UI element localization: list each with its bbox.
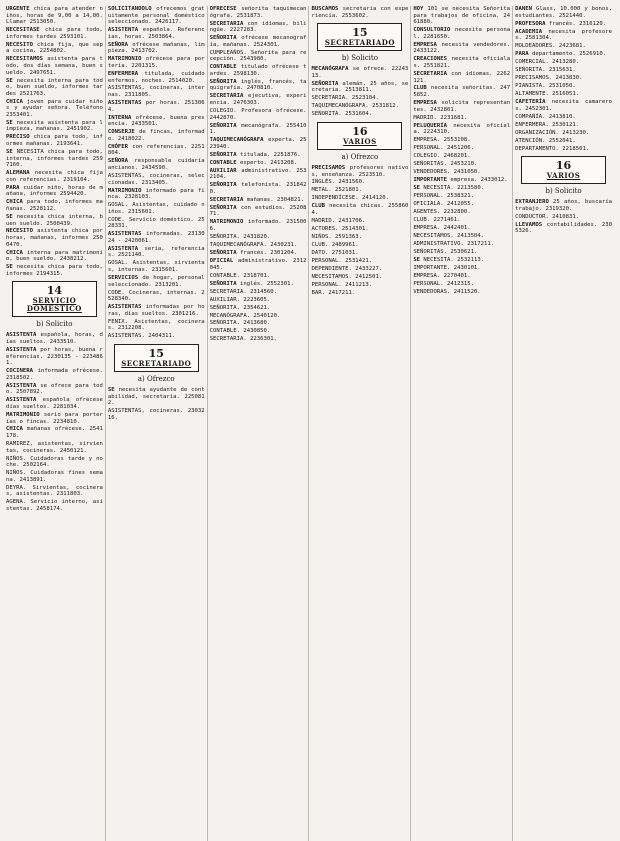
classified-ad: ASISTENTAS por horas. 2513064.	[107, 100, 205, 113]
classified-ad: ASISTENTAS informadas. 2313024 - 2420061.	[107, 231, 205, 244]
classified-ad: TAQUIMECANÓGRAFA experta. 2523940.	[209, 137, 307, 150]
ad-keyword: ASISTENTAS	[107, 231, 142, 238]
classified-ad: LLEVAMOS contabilidades. 2305326.	[515, 221, 612, 235]
classified-column	[515, 6, 614, 841]
classified-column	[413, 6, 513, 841]
classified-ad: ASISTENTA española, horas, días sueltos. 2433510.	[6, 332, 103, 346]
classified-ad: SEÑORA responsable cuidaría ancianos. 2434590.	[107, 158, 205, 171]
classified-ad: SE necesita ayudante de contabilidad, secretaria. 2250812.	[107, 386, 205, 407]
classified-ad: VENDEDORES. 2431050.	[413, 169, 481, 176]
classified-ad: NIÑOS. Cuidadoras tarde y noche. 2502164.	[6, 455, 103, 469]
classified-ad: SEÑORITA. 2431820.	[209, 234, 271, 241]
ad-keyword: ASISTENTA	[107, 245, 139, 252]
classified-ad: CHICA mañanas ofrécese. 2541178.	[6, 426, 103, 440]
ad-keyword: ASISTENTA	[6, 347, 37, 353]
section-header-box	[12, 281, 97, 317]
classified-ad: PARA cuidar niño, horas de mañana, informes 2594420.	[6, 184, 103, 198]
ad-keyword: INTERNA	[107, 114, 132, 121]
classified-ad: PERSONAL. 2411213.	[311, 281, 373, 288]
classified-ad: CREACIONES necesita oficialas. 2551821.	[413, 56, 511, 69]
section-header-box	[521, 156, 606, 184]
classified-ad: CHICA para todo, informes mañanas. 2528112.	[6, 199, 103, 212]
classified-ad: SECRETARIA con idiomas. 2262121.	[413, 70, 511, 84]
classified-ad: PIANISTA. 2531050.	[515, 83, 576, 90]
classified-ad: MOLDEADORES. 2423681.	[515, 43, 586, 50]
section-subheading: b) Solicito	[36, 320, 73, 329]
classified-ad: CHÓFER con referencias. 2251804.	[107, 143, 205, 157]
classified-ad: ASISTENTAS, cocineras, internas. 2311805.	[107, 85, 205, 99]
classified-ad: RAMIREZ, asistentas, sirvientas, cocineras. 2450121.	[6, 441, 103, 454]
classified-ad: SE NECESITA. 2213580.	[413, 185, 485, 192]
classified-ad: SECRETARIA. 2523104.	[311, 95, 379, 102]
ad-keyword: SECRETARIA	[209, 196, 244, 203]
classified-ad: SE necesita chica interna, buen sueldo. 2500439.	[6, 213, 103, 227]
classified-ad: SEÑORITA titulada. 2251876.	[209, 151, 301, 158]
classified-ad: GOSAL. Asistentas, cuidado niños. 2315601.	[107, 202, 205, 215]
classified-ad: SEÑORITA inglés. 2552301.	[209, 280, 294, 287]
ad-keyword: CHICA	[6, 249, 23, 256]
classified-ad: CONTABLE. 2430850.	[209, 328, 271, 335]
ad-keyword: CHÓFER	[107, 143, 129, 150]
ad-keyword: SECRETARIA	[413, 70, 447, 77]
ad-keyword: SEÑORITA	[209, 250, 237, 257]
classified-ad: ASISTENTAS. 2404311.	[107, 333, 176, 340]
classified-ad: EMPRESA necesita vendedores. 2433122.	[413, 41, 511, 55]
classified-ad: CLUB. 2271461.	[413, 217, 461, 224]
section-title: VARIOS	[343, 136, 377, 146]
ad-keyword: SEÑORITA	[311, 80, 339, 87]
ad-keyword: ALEMANA	[6, 170, 30, 177]
section-title: SERVICIO DOMÉSTICO	[26, 296, 82, 314]
classified-ad: CONTABLE. 2318701.	[209, 272, 271, 279]
classified-ad: MATRIMONIO informado para finca. 2328103.	[107, 187, 205, 201]
classified-ad: INDEPENDÍCESE. 2414120.	[311, 195, 389, 202]
ad-keyword: EMPRESA	[413, 100, 437, 107]
section-subheading: b) Solicito	[341, 54, 378, 63]
section-number: 16	[555, 159, 572, 173]
ad-keyword: EMPRESA	[413, 41, 437, 48]
classified-ad: CONTABLE experto. 2413208.	[209, 159, 298, 166]
classified-ad: CLUB. 2489961.	[311, 241, 359, 248]
ad-keyword: CREACIONES	[413, 56, 447, 63]
classified-ad: ASISTENTA española. Referencias, horas. 2503864.	[107, 27, 205, 40]
classified-ad: COCINERA informada ofrécese. 2318502.	[6, 368, 103, 381]
classified-ad: EMPRESA. 2553108.	[413, 137, 471, 144]
ad-keyword: ASISTENTAS	[107, 100, 142, 107]
classified-ad: SECRETARIA. 2236301.	[209, 336, 278, 343]
ad-keyword: SEÑORITA	[209, 204, 237, 211]
ad-keyword: SE	[413, 256, 421, 263]
classified-ad: PARA departamento. 2526910.	[515, 51, 607, 58]
ad-keyword: PRECISAMOS	[311, 164, 346, 171]
ad-keyword: PRECISO	[6, 134, 30, 141]
classified-ad: COLEGIO. Profesora ofrécese. 2442870.	[209, 108, 307, 121]
classified-ad: SOLICITÁNDOLO ofrecemos gratuitamente personal doméstico seleccionado. 2426117.	[107, 6, 205, 26]
classified-ad: OFICIALA. 2412055.	[413, 201, 474, 208]
classified-ad: BAR. 2417211.	[311, 289, 356, 296]
classified-ad: ASISTENTA seria, referencias. 2521140.	[107, 245, 205, 259]
classified-ad: ASISTENTA se ofrece para todo. 2507892.	[6, 382, 103, 396]
ad-keyword: SE	[6, 149, 13, 155]
section-header-box	[317, 23, 402, 51]
classified-ad: SEÑORITA ofrécese mecanografía, mañanas. 2524301.	[209, 35, 307, 48]
ad-keyword: CHICA	[6, 199, 23, 206]
ad-keyword: COCINERA	[6, 368, 33, 375]
classified-ad: COMERCIAL. 2413280.	[515, 59, 580, 66]
classified-ad: NECESITASE chica para todo, informes tardes 2593101.	[6, 27, 103, 40]
classified-ad: DEYRA. Sirvientas, cocineras, asistentas. 2311803.	[6, 484, 103, 498]
ad-keyword: SEÑORITA	[209, 280, 237, 287]
ad-keyword: NECESITO	[6, 228, 33, 235]
classified-ad: SERVICIOS de hogar, personal seleccionado. 2313201.	[107, 275, 205, 288]
classified-ad: TAQUIMECANÓGRAFA. 2430231.	[209, 242, 298, 249]
classified-ad: SEÑORITA. 2315631.	[515, 67, 576, 74]
ad-keyword: LLEVAMOS	[515, 221, 543, 228]
classified-ad: OFICIAL administrativo. 2312045.	[209, 258, 307, 271]
classified-column	[6, 6, 106, 841]
classified-ad: ASISTENTAS informadas por horas, días sueltos. 2301216.	[107, 304, 205, 317]
classified-ad: NECESITO chica fija, que sepa cocina. 2254802.	[6, 41, 103, 55]
ad-keyword: MECANÓGRAFA	[311, 66, 349, 73]
classified-ad: CODE. Cocineras, internas. 2528340.	[107, 289, 205, 303]
classified-ad: ASISTENTA por horas, buena referencias. 2230135 - 2234861.	[6, 347, 103, 367]
classified-ad: COLEGIO. 2468201.	[413, 153, 471, 160]
ad-keyword: SEÑORITA	[209, 78, 237, 85]
classified-ad: FENIX. Asistentas, cocineras. 2312208.	[107, 318, 205, 332]
classified-ad: PERSONAL. 2451206.	[413, 145, 474, 152]
ad-keyword: CLUB	[413, 85, 427, 92]
ad-keyword: ACADEMIA	[515, 28, 543, 35]
ad-keyword: SE	[6, 77, 13, 84]
ad-keyword: SEÑORITA	[209, 122, 237, 129]
section-title: SECRETARIADO	[324, 38, 395, 48]
ad-keyword: MATRIMONIO	[107, 187, 142, 194]
ad-keyword: BUSCAMOS	[311, 6, 339, 12]
classified-ad: PRECISO chica para todo, informes mañanas. 2193641.	[6, 134, 103, 148]
ad-keyword: PELUQUERÍA	[413, 122, 447, 129]
classified-ad: MADRID. 2231681.	[413, 114, 468, 121]
classified-ad: MECANÓGRAFA se ofrece. 2224313.	[311, 66, 409, 79]
classified-ad: PELUQUERÍA necesita oficiala. 2224310.	[413, 122, 511, 136]
classified-ad: ALEMANA necesita chica fija con referencias. 2319104.	[6, 170, 103, 183]
classified-ad: CONSERJE de fincas, informado. 2418022.	[107, 129, 205, 142]
ad-keyword: NECESITAMOS	[6, 56, 44, 63]
classified-ad: CHICA joven para cuidar niños y ayudar señora. Teléfono 2353401.	[6, 98, 103, 118]
classified-ad: PRECISAMOS profesores nativos, enseñanza. 2523510.	[311, 164, 409, 178]
ad-keyword: CHICA	[6, 98, 23, 105]
ad-keyword: ASISTENTA	[6, 397, 37, 404]
classified-column	[210, 6, 310, 841]
classified-ad: SEÑORITA mecanógrafa. 2554101.	[209, 122, 307, 136]
section-subheading: a) Ofrezco	[341, 152, 379, 161]
classified-ad: PERSONAL. 2412315.	[413, 280, 474, 287]
classified-ad: IMPORTANTE empresa. 2433012.	[413, 177, 508, 184]
ad-keyword: URGENTE	[6, 6, 30, 12]
classified-ad: METAL. 2521801.	[311, 187, 363, 194]
classified-ad: SECRETARIA mañanas. 2304821.	[209, 196, 304, 203]
section-number: 15	[352, 26, 368, 40]
classified-ad: NECESITAMOS. 2413504.	[413, 233, 485, 240]
ad-keyword: AUXILIAR	[209, 167, 237, 174]
classified-ad: CODE. Servicio doméstico. 2528331.	[107, 216, 205, 230]
classified-ad: SEÑORITA. 2531604.	[311, 111, 373, 118]
classified-ad: COMPAÑÍA. 2413810.	[515, 113, 576, 120]
ad-keyword: SEÑORITA	[209, 182, 237, 189]
classified-ad: CAFETERÍA necesita camareros. 2452301.	[515, 99, 612, 112]
section-title: VARIOS	[546, 171, 581, 181]
classified-column	[311, 6, 411, 841]
ad-keyword: CAFETERÍA	[515, 99, 546, 106]
classified-ad: HOY 101 se necesita Señorita para trabajos de oficina. 2461880.	[413, 6, 511, 26]
ad-keyword: HOY	[413, 6, 424, 12]
classified-ad: SEÑORITAS. 2530621.	[413, 248, 478, 255]
classified-ad: ALTAMENTE. 2516051.	[515, 91, 580, 98]
ad-keyword: SEÑORITA	[209, 35, 237, 42]
classified-ad: SEÑORA ofrécese mañanas, limpieza. 2413702.	[107, 41, 205, 55]
classified-ad: ACTORES. 2514301.	[311, 226, 369, 232]
ad-keyword: SEÑORA	[107, 158, 129, 165]
section-subheading: b) Solicito	[545, 187, 582, 196]
ad-keyword: SEÑORA	[107, 41, 129, 48]
classified-ad: SECRETARIA ejecutiva, experiencia. 2476303.	[209, 93, 307, 107]
classified-ad: SE NECESITA. 2532113.	[413, 256, 485, 263]
ad-keyword: CONTABLE	[209, 64, 237, 71]
classified-ad: PROFESORA francés. 2316120.	[515, 20, 607, 27]
section-number: 14	[46, 284, 63, 298]
classified-ad: ADMINISTRATIVO. 2317211.	[413, 241, 495, 247]
ad-keyword: IMPORTANTE	[413, 177, 447, 184]
ad-keyword: OFICIAL	[209, 258, 234, 264]
ad-keyword: CONSULTORIO	[413, 27, 451, 34]
ad-keyword: SECRETARIA	[209, 93, 244, 100]
section-header-box	[114, 344, 199, 372]
ad-keyword: ASISTENTA	[6, 382, 37, 389]
classified-ad: MADRID. 2431706.	[311, 218, 366, 225]
ad-keyword: CONSERJE	[107, 129, 135, 136]
classified-ad: MATRIMONIO informado. 2315006.	[209, 219, 307, 233]
classified-ad: SEÑORITA. 2413680.	[209, 320, 271, 327]
classified-ad: SEÑORITA inglés, francés, taquigrafía. 2470810.	[209, 78, 307, 92]
classified-ad: DEPARTAMENTO. 2218501.	[515, 145, 590, 152]
section-number: 15	[148, 346, 164, 360]
classified-ad: CHICA interna para matrimonio, buen sueldo. 2438212.	[6, 249, 103, 263]
classified-ad: AUXILIAR. 2223605.	[209, 296, 271, 303]
classified-ad: CUMPLEAÑOS. Señorita para recepción. 2543980.	[209, 49, 307, 63]
ad-keyword: SERVICIOS	[107, 275, 139, 281]
classified-ad: SE necesita chica para todo, informes 2194315.	[6, 264, 103, 277]
classified-ad: NECESITAMOS. 2412501.	[311, 273, 383, 280]
section-title: SECRETARIADO	[121, 358, 192, 368]
classified-column	[108, 6, 208, 841]
classified-ad: CONDUCTOR. 2410831.	[515, 213, 580, 220]
ad-keyword: SE	[6, 119, 13, 126]
ad-keyword: OFRÉCESE	[209, 6, 237, 12]
ad-keyword: CHICA	[6, 426, 23, 433]
classified-ad: ATENCIÓN. 2552041.	[515, 137, 576, 144]
classified-ad: IMPORTANTE. 2430101.	[413, 264, 481, 271]
ad-keyword: MATRIMONIO	[6, 411, 40, 418]
classified-ad: ENFERMERA. 2530121.	[515, 121, 580, 128]
classified-ad: SECRETARIA con idiomas, bilingüe. 2227283.	[209, 20, 307, 34]
section-number: 16	[352, 124, 368, 138]
classified-ad: PERSONAL. 2538321.	[413, 193, 474, 200]
classified-ad: SEÑORITAS. 2453210.	[413, 161, 478, 168]
classified-ad: ACADEMIA necesita profesores. 2581304.	[515, 28, 612, 42]
classified-ad: DANEN Glass, 10.000 y bonos, estudiantes. 2521440.	[515, 6, 612, 19]
ad-keyword: PARA	[515, 51, 529, 58]
classified-ad: SEÑORITA con estudios. 2520871.	[209, 204, 307, 218]
classified-ad: OFRÉCESE señorita taquimecanógrafa. 2531873.	[209, 6, 307, 19]
classified-ad: PERSONAL. 2531421.	[311, 257, 373, 264]
ad-keyword: SEÑORITA	[209, 151, 237, 158]
classified-ad: CONSULTORIO necesita personal. 2281650.	[413, 27, 511, 40]
classified-ad: EMPRESA solicita representantes. 2432801.	[413, 100, 511, 113]
classified-ad: SEÑORITA. 2354621.	[209, 304, 271, 311]
ad-keyword: ASISTENTA	[107, 27, 139, 34]
classified-ad: ASISTENTAS, cocineras, seleccionadas. 2313405.	[107, 172, 205, 186]
classified-ad: DEPENDIENTE. 2433227.	[311, 265, 383, 272]
classified-ad: DATO. 2751031.	[311, 249, 359, 256]
ad-keyword: SE	[6, 213, 13, 220]
ad-keyword: MATRIMONIO	[209, 219, 244, 226]
classified-ad: SE necesita interna para todo, buen sueldo, informes tardes 2521763.	[6, 77, 103, 97]
classified-ad: SEÑORITA telefonista. 2318420.	[209, 182, 307, 195]
section-header-box	[317, 122, 402, 150]
classified-ad: EMPRESA. 2270401.	[413, 272, 471, 279]
classified-ad: SE NECESITA chica para todo, interna, informes tardes 2597160.	[6, 149, 103, 169]
ad-keyword: NECESITO	[6, 41, 33, 48]
classified-ad: SEÑORITA francés. 2301204.	[209, 250, 298, 257]
ad-keyword: DANEN	[515, 6, 532, 12]
classified-ad: TAQUIMECANÓGRAFA. 2531812.	[311, 103, 400, 110]
ad-keyword: NECESITASE	[6, 27, 40, 34]
classified-ad: ENFERMERA titulada, cuidado enfermos, noches. 2514020.	[107, 70, 205, 84]
classified-ad: ASISTENTAS, cocineras. 2303216.	[107, 408, 205, 421]
classified-ad: EMPRESA. 2442401.	[413, 225, 471, 232]
ad-keyword: SOLICITÁNDOLO	[107, 6, 152, 12]
classified-ad: AUXILIAR administrativo. 2532104.	[209, 167, 307, 181]
ad-keyword: CLUB	[311, 203, 325, 210]
classified-ad: NIÑOS. 2591363.	[311, 233, 363, 240]
classified-ad: ASISTENTA española ofrécese días sueltos. 2281034.	[6, 397, 103, 410]
classified-ad: NECESITO asistenta chica por horas, mañanas, informes 2500470.	[6, 228, 103, 248]
ad-keyword: SE	[6, 264, 13, 271]
classified-ad: AGENA. Servicio interno, asistentas. 2458174.	[6, 499, 103, 512]
classified-ad: MATRIMONIO ofrécese para portería. 2201315.	[107, 56, 205, 69]
classified-ad: CLUB necesita señoritas. 2475852.	[413, 85, 511, 99]
classified-ad: BUSCAMOS secretaria con experiencia. 2553602.	[311, 6, 409, 19]
classified-ad: NECESITAMOS asistenta para todo, dos días semana, buen sueldo. 2497651.	[6, 56, 103, 76]
classified-ad: SEÑORITA alemán, 25 años, secretaria. 2513811.	[311, 80, 409, 94]
classified-ad: EXTRANJERO 25 años, buscaría trabajo. 2319320.	[515, 199, 612, 212]
ad-keyword: SE	[107, 386, 115, 393]
classified-ad: VENDEDORAS. 2411520.	[413, 288, 481, 295]
ad-keyword: PROFESORA	[515, 20, 546, 27]
classified-ad: CLUB necesita chicas. 2558604.	[311, 203, 409, 217]
classified-ad: MATRIMONIO serio para porterías o fincas. 2234810.	[6, 411, 103, 425]
classified-ad: AGENTES. 2232800.	[413, 209, 471, 216]
classified-ad: URGENTE chica para atender niños, horas de 9,00 a 14,00. Llamar 2513050.	[6, 6, 103, 26]
section-subheading: a) Ofrezco	[137, 374, 175, 383]
classified-ad: GOSAL. Asistentas, sirvientas, internas. 2315601.	[107, 260, 205, 274]
ad-keyword: ASISTENTAS	[107, 304, 142, 311]
ad-keyword: MATRIMONIO	[107, 56, 142, 63]
classified-ad: MECANÓGRAFA. 2540120.	[209, 312, 281, 319]
ad-keyword: EXTRANJERO	[515, 199, 549, 206]
classified-ad: PRECISAMOS. 2413830.	[515, 75, 583, 82]
classified-ad: CONTABLE titulado ofrécese tardes. 2598130.	[209, 64, 307, 77]
classified-ad: SE necesita asistenta para limpieza, mañanas. 2451902.	[6, 119, 103, 133]
classified-ad: INGLÉS. 2431560.	[311, 179, 366, 186]
ad-keyword: ENFERMERA	[107, 70, 139, 77]
ad-keyword: ASISTENTA	[6, 332, 37, 339]
classified-ad: INTERNA ofrécese, buena presencia. 2433501.	[107, 114, 205, 128]
ad-keyword: PARA	[6, 184, 20, 191]
ad-keyword: SECRETARIA	[209, 20, 244, 27]
ad-keyword: CONTABLE	[209, 159, 237, 166]
classified-ad: SECRETARIA. 2314560.	[209, 288, 278, 295]
ad-keyword: TAQUIMECANÓGRAFA	[209, 137, 264, 144]
ad-keyword: SE	[413, 185, 421, 192]
classified-ad: NIÑOS. Cuidadoras fines semana. 2413891.	[6, 470, 103, 483]
classified-ad: ORGANIZACIÓN. 2413230.	[515, 129, 590, 136]
